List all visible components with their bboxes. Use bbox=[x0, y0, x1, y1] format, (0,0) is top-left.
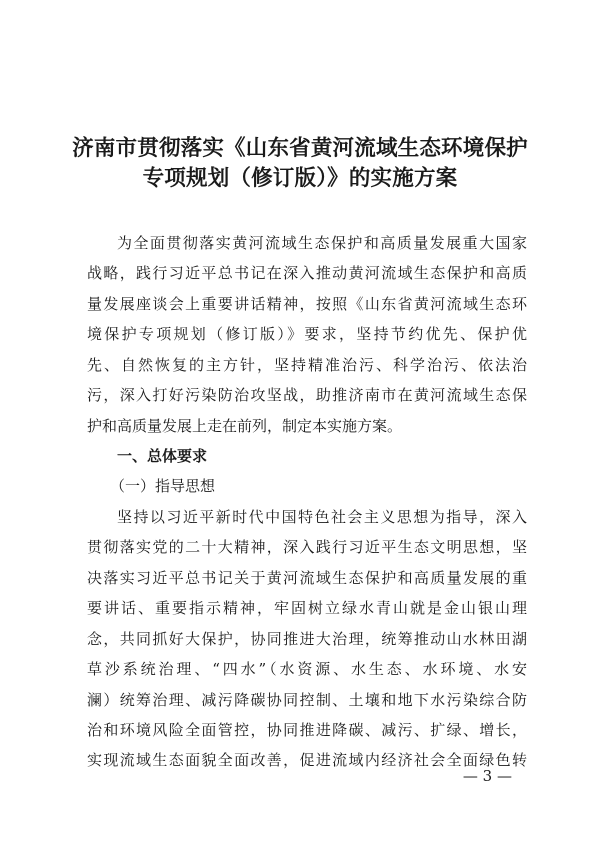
page-number: — 3 — bbox=[462, 767, 512, 785]
document-title-line-2: 专项规划（修订版）》的实施方案 bbox=[142, 166, 458, 191]
body-paragraph-line: 澜）统筹治理、减污降碳协同控制、土壤和地下水污染综合防 bbox=[87, 691, 527, 709]
body-paragraph-line: 决落实习近平总书记关于黄河流域生态保护和高质量发展的重 bbox=[87, 569, 527, 587]
body-paragraph-line: 坚持以习近平新时代中国特色社会主义思想为指导，深入 bbox=[117, 508, 527, 526]
intro-paragraph-line: 污，深入打好污染防治攻坚战，助推济南市在黄河流域生态保 bbox=[87, 386, 527, 404]
body-paragraph-line: 治和环境风险全面管控，协同推进降碳、减污、扩绿、增长， bbox=[87, 721, 527, 739]
subsection-heading: （一）指导思想 bbox=[110, 477, 216, 495]
intro-paragraph-line: 先、自然恢复的主方针，坚持精准治污、科学治污、依法治 bbox=[87, 356, 527, 374]
body-paragraph-line: 实现流域生态面貌全面改善，促进流域内经济社会全面绿色转 bbox=[87, 751, 527, 769]
section-heading: 一、总体要求 bbox=[117, 447, 208, 465]
intro-paragraph-line: 量发展座谈会上重要讲话精神，按照《山东省黄河流域生态环 bbox=[87, 295, 527, 313]
body-paragraph-line: 贯彻落实党的二十大精神，深入践行习近平生态文明思想，坚 bbox=[87, 538, 527, 556]
body-paragraph-line: 念，共同抓好大保护，协同推进大治理，统筹推动山水林田湖 bbox=[87, 630, 527, 648]
intro-paragraph-line: 护和高质量发展上走在前列，制定本实施方案。 bbox=[87, 417, 403, 435]
document-title-line-1: 济南市贯彻落实《山东省黄河流域生态环境保护 bbox=[72, 136, 528, 161]
intro-paragraph-line: 境保护专项规划（修订版）》要求，坚持节约优先、保护优 bbox=[87, 325, 527, 343]
body-paragraph-line: 要讲话、重要指示精神，牢固树立绿水青山就是金山银山理 bbox=[87, 599, 527, 617]
intro-paragraph-line: 为全面贯彻落实黄河流域生态保护和高质量发展重大国家 bbox=[117, 234, 527, 252]
intro-paragraph-line: 战略，践行习近平总书记在深入推动黄河流域生态保护和高质 bbox=[87, 264, 527, 282]
body-paragraph-line: 草沙系统治理、“四水”（水资源、水生态、水环境、水安 bbox=[87, 660, 527, 678]
